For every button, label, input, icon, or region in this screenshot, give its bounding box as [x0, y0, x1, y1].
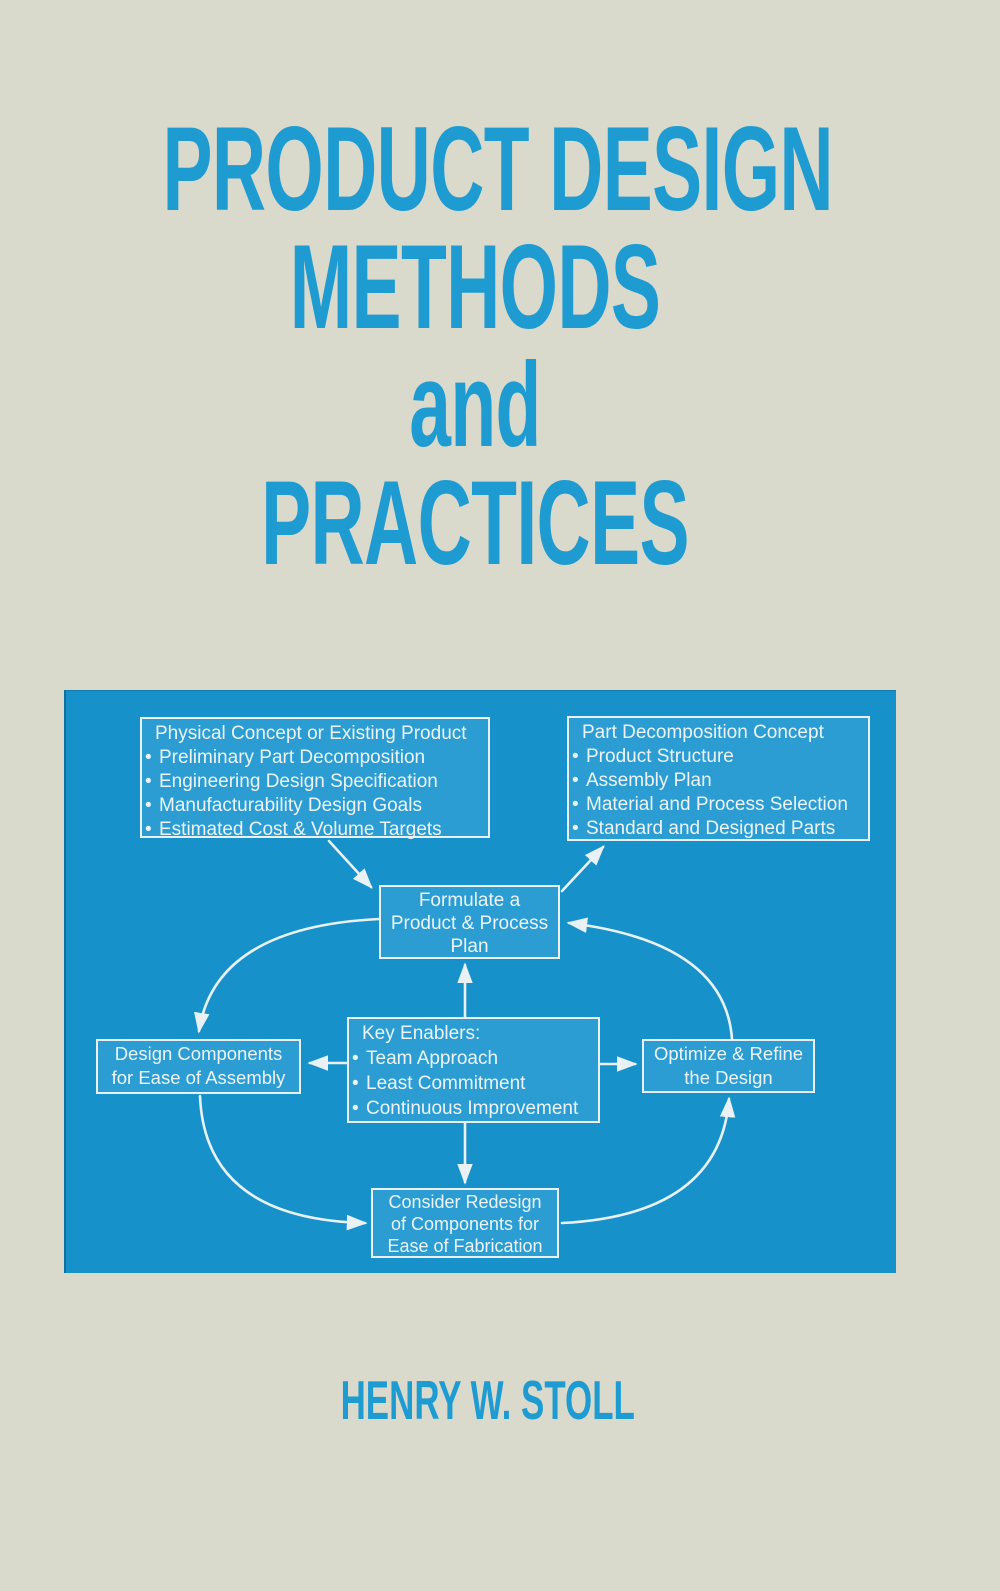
box-part-decomposition-title: Part Decomposition Concept [582, 722, 824, 743]
box-text-line: Formulate a [418, 890, 521, 911]
title-line-4: PRACTICES [261, 456, 689, 590]
box-part-decomposition [567, 716, 870, 841]
box-text-line: the Design [684, 1067, 773, 1088]
box-design-for-assembly [96, 1039, 301, 1094]
title-line-3: and [409, 338, 541, 472]
bullet-item: • Material and Process Selection [569, 793, 864, 817]
box-physical-concept [140, 717, 490, 838]
box-text-line: Product & Process [390, 913, 549, 934]
bullet-item: • Preliminary Part Decomposition [142, 746, 484, 770]
box-key-enablers-title: Key Enablers: [362, 1023, 481, 1044]
bullet-item: • Product Structure [569, 745, 864, 769]
arrow-physical-to-formulate [329, 841, 371, 887]
box-key-enablers-bullets [349, 1046, 594, 1121]
title-line-1: PRODUCT DESIGN [162, 102, 833, 236]
diagram-panel [64, 690, 896, 1273]
arrow-formulate-to-partdecomp [562, 847, 603, 891]
arc-formulate-to-design [199, 919, 379, 1031]
author-name-text: HENRY W. STOLL [340, 1369, 636, 1431]
author-name [0, 1369, 988, 1431]
box-physical-concept-title: Physical Concept or Existing Product [155, 723, 467, 744]
box-physical-concept-bullets [142, 746, 484, 842]
box-text-line: of Components for [390, 1214, 540, 1234]
book-title [0, 102, 975, 590]
bullet-item: • Team Approach [349, 1046, 594, 1071]
bullet-item: • Manufacturability Design Goals [142, 794, 484, 818]
title-line-2: METHODS [289, 220, 661, 354]
box-text-line: Optimize & Refine [653, 1043, 804, 1064]
box-text-line: Consider Redesign [388, 1192, 542, 1212]
box-text-line: for Ease of Assembly [111, 1067, 286, 1088]
box-text-line: Design Components [114, 1043, 283, 1064]
bullet-item: • Continuous Improvement [349, 1096, 594, 1121]
box-text-line: Plan [450, 936, 489, 957]
box-text-line: Ease of Fabrication [387, 1236, 543, 1256]
box-consider-redesign [371, 1188, 559, 1258]
box-optimize-refine [642, 1039, 815, 1093]
bullet-item: • Estimated Cost & Volume Targets [142, 818, 484, 842]
box-key-enablers [347, 1017, 600, 1123]
arc-design-to-consider [200, 1096, 365, 1223]
bullet-item: • Assembly Plan [569, 769, 864, 793]
bullet-item: • Standard and Designed Parts [569, 817, 864, 841]
box-formulate-plan [379, 885, 560, 959]
bullet-item: • Least Commitment [349, 1071, 594, 1096]
bullet-item: • Engineering Design Specification [142, 770, 484, 794]
box-part-decomposition-bullets [569, 745, 864, 841]
